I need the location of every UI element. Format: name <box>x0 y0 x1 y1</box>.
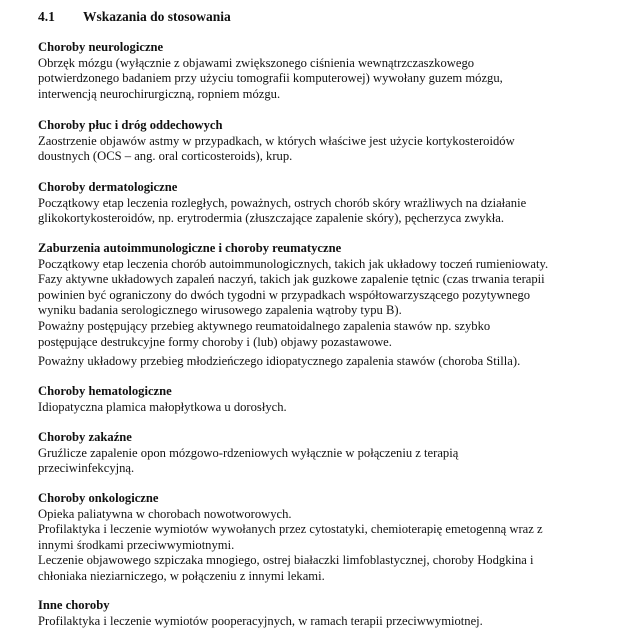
text-line: Fazy aktywne układowych zapaleń naczyń, takich jak guzkowe zapalenie tętnic (czas trwania terapii <box>38 272 545 287</box>
text-line: Obrzęk mózgu (wyłącznie z objawami zwiększonego ciśnienia wewnątrzczaszkowego <box>38 55 475 70</box>
text-line: innymi środkami przeciwwymiotnymi. <box>38 537 235 552</box>
section-hematological <box>38 384 638 415</box>
text-line: Początkowy etap leczenia rozległych, poważnych, ostrych chorób skóry wrażliwych na działanie <box>38 195 527 210</box>
text-line: Początkowy etap leczenia chorób autoimmunologicznych, takich jak układowy toczeń rumieniowaty. <box>38 256 549 271</box>
text-line: chłoniaka nieziarniczego, w połączeniu z innymi lekami. <box>38 568 325 583</box>
text-line: Zaostrzenie objawów astmy w przypadkach, w których właściwe jest użycie kortykosteroidów <box>38 133 515 148</box>
text-line: glikokortykosteroidów, np. erytrodermia (złuszczające zapalenie skóry), pęcherzyca zwykła. <box>38 211 504 226</box>
text-line: Gruźlicze zapalenie opon mózgowo-rdzeniowych wyłącznie w połączeniu z terapią <box>38 445 459 460</box>
section-dermatological <box>38 180 638 227</box>
section-neurological <box>38 40 638 102</box>
text-line: interwencją neurochirurgiczną, ropniem mózgu. <box>38 86 281 101</box>
text-line: Opieka paliatywna w chorobach nowotworowych. <box>38 506 292 521</box>
section-number: 4.1 <box>38 9 55 24</box>
section-title-infectious: Choroby zakaźne <box>38 430 132 444</box>
section-other <box>38 598 638 629</box>
section-title-neurological: Choroby neurologiczne <box>38 40 164 54</box>
section-title-dermatological: Choroby dermatologiczne <box>38 180 178 194</box>
text-line: Profilaktyka i leczenie wymiotów pooperacyjnych, w ramach terapii przeciwwymiotnej. <box>38 613 483 628</box>
section-title-respiratory: Choroby płuc i dróg oddechowych <box>38 118 223 132</box>
text-line: przeciwinfekcyjną. <box>38 461 135 476</box>
section-title: Wskazania do stosowania <box>83 9 231 24</box>
text-line: potwierdzonego badaniem przy użyciu tomografii komputerowej) wywołany guzem mózgu, <box>38 71 503 86</box>
text-line: doustnych (OCS – ang. oral corticosteroids), krup. <box>38 149 293 164</box>
section-respiratory <box>38 118 638 165</box>
text-line: Poważny postępujący przebieg aktywnego reumatoidalnego zapalenia stawów np. szybko <box>38 318 491 333</box>
text-line: Poważny układowy przebieg młodzieńczego idiopatycznego zapalenia stawów (choroba Stilla). <box>38 354 521 369</box>
section-title-autoimmune: Zaburzenia autoimmunologiczne i choroby reumatyczne <box>38 241 342 255</box>
section-title-other: Inne choroby <box>38 598 110 612</box>
section-heading <box>38 9 231 25</box>
text-line: wyniku badania serologicznego wirusowego zapalenia wątroby typu B). <box>38 303 402 318</box>
section-infectious <box>38 430 638 477</box>
text-line: postępujące destrukcyjne formy choroby i (lub) objawy pozastawowe. <box>38 334 392 349</box>
section-oncological <box>38 491 638 585</box>
text-line: Profilaktyka i leczenie wymiotów wywołanych przez cytostatyki, chemioterapię emetogenną wraz z <box>38 522 543 537</box>
text-line: powinien być ograniczony do dwóch tygodni w przypadkach współtowarzyszącego pozytywnego <box>38 287 531 302</box>
section-title-hematological: Choroby hematologiczne <box>38 384 172 398</box>
text-line: Leczenie objawowego szpiczaka mnogiego, ostrej białaczki limfoblastycznej, choroby Hodgkina i <box>38 553 534 568</box>
section-title-oncological: Choroby onkologiczne <box>38 491 159 505</box>
text-line: Idiopatyczna plamica małopłytkowa u dorosłych. <box>38 399 287 414</box>
section-autoimmune <box>38 241 638 370</box>
